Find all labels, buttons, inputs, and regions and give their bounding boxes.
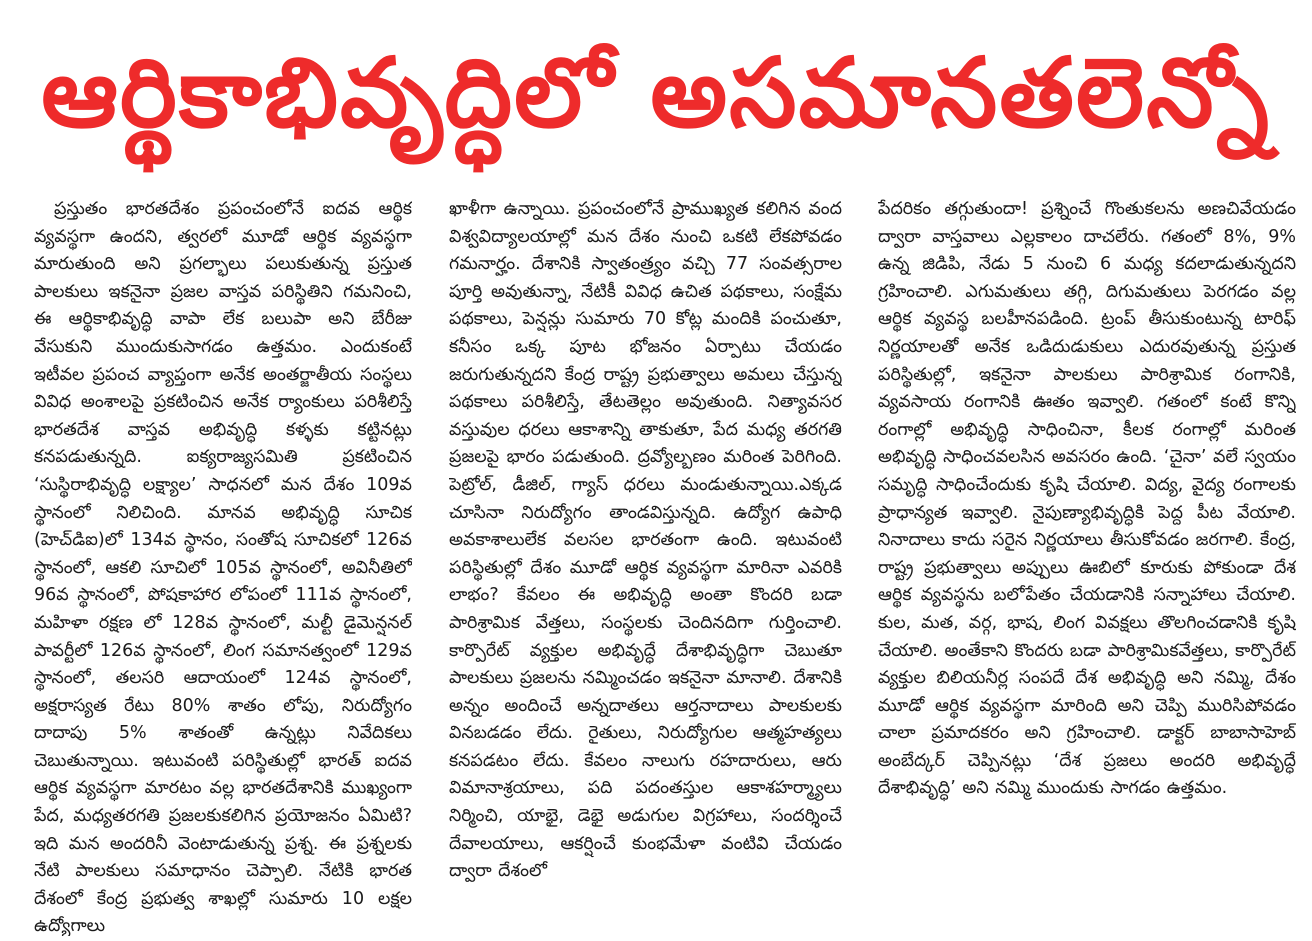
article-column-1 <box>34 196 412 936</box>
column-3-text: పేదరికం తగ్గుతుందా! ప్రశ్నించే గొంతుకలను అణచివేయడం ద్వారా వాస్తవాలు ఎల్లకాలం దాచలేరు. గతంలో 8%, 9% ఉన్న జిడిపి, నేడు 5 నుంచి 6 మధ్య కదలాడుతున్నదని గ్రహించాలి. ఎగుమతులు తగ్గి, దిగుమతులు పెరగడం వల్ల ఆర్థిక వ్యవస్థ బలహీనపడింది. ట్రంప్ తీసుకుంటున్న టారిఫ్ నిర్ణయాలతో అనేక ఒడిదుడుకులు ఎదురవుతున్న ప్రస్తుత పరిస్థితుల్లో, ఇకనైనా పాలకులు పారిశ్రామిక రంగానికి, వ్యవసాయ రంగానికి ఊతం ఇవ్వాలి. గతంలో కంటే కొన్ని రంగాల్లో అభివృద్ధి సాధించినా, కీలక రంగాల్లో మరింత అభివృద్ధి సాధించవలసిన అవసరం ఉంది. ‘చైనా’ వలే స్వయం సమృద్ధి సాధించేందుకు కృషి చేయాలి. విద్య, వైద్య రంగాలకు ప్రాధాన్యత ఇవ్వాలి. నైపుణ్యాభివృద్ధికి పెద్ద పీట వేయాలి. నినాదాలు కాదు సరైన నిర్ణయాలు తీసుకోవడం జరగాలి. కేంద్ర, రాష్ట్ర ప్రభుత్వాలు అప్పులు ఊబిలో కూరుకు పోకుండా దేశ ఆర్థిక వ్యవస్థను బలోపేతం చేయడానికి సన్నాహాలు చేయాలి. కుల, మత, వర్గ, భాష, లింగ వివక్షలు తొలగించడానికి కృషి చేయాలి. అంతేకాని కొందరు బడా పారిశ్రామికవేత్తలు, కార్పొరేట్ వ్యక్తుల బిలియనీర్ల సంపదే దేశ అభివృద్ధి అని నమ్మి, దేశం మూడో ఆర్థిక వ్యవస్థగా మారింది అని చెప్పి మురిసిపోవడం చాలా ప్రమాదకరం అని గ్రహించాలి. డాక్టర్ బాబాసాహెబ్ అంబేద్కర్ చెప్పినట్లు ‘దేశ ప్రజలు అందరి అభివృద్ధే దేశాభివృద్ధి’ అని నమ్మి ముందుకు సాగడం ఉత్తమం. <box>878 199 1296 799</box>
article-column-2 <box>449 196 842 936</box>
headline: ఆర్థికాభివృద్ధిలో అసమానతలెన్నో <box>41 36 1271 149</box>
column-2-text: ఖాళీగా ఉన్నాయి. ప్రపంచంలోనే ప్రాముఖ్యత కలిగిన వంద విశ్వవిద్యాలయాల్లో మన దేశం నుంచి ఒకటి లేకపోవడం గమనార్హం. దేశానికి స్వాతంత్ర్యం వచ్చి 77 సంవత్సరాల పూర్తి అవుతున్నా, నేటికీ వివిధ ఉచిత పథకాలు, సంక్షేమ పథకాలు, పెన్షన్లు సుమారు 70 కోట్ల మందికి పంచుతూ, కనీసం ఒక్క పూట భోజనం ఏర్పాటు చేయడం జరుగుతున్నదని కేంద్ర రాష్ట్ర ప్రభుత్వాలు అమలు చేస్తున్న పథకాలు పరిశీలిస్తే, తేటతెల్లం అవుతుంది. నిత్యావసర వస్తువుల ధరలు ఆకాశాన్ని తాకుతూ, పేద మధ్య తరగతి ప్రజలపై భారం పడుతుంది. ద్రవ్యోల్బణం మరింత పెరిగింది. పెట్రోల్, డీజిల్, గ్యాస్ ధరలు మండుతున్నాయి.ఎక్కడ చూసినా నిరుద్యోగం తాండవిస్తున్నది. ఉద్యోగ ఉపాధి అవకాశాలులేక వలసల భారతంగా ఉంది. ఇటువంటి పరిస్థితుల్లో దేశం మూడో ఆర్థిక వ్యవస్థగా మారినా ఎవరికి లాభం? కేవలం ఈ అభివృద్ధి అంతా కొందరి బడా పారిశ్రామిక వేత్తలు, సంస్థలకు చెందినదిగా గుర్తించాలి. కార్పొరేట్ వ్యక్తుల అభివృద్ధే దేశాభివృద్ధిగా చెబుతూ పాలకులు ప్రజలను నమ్మించడం ఇకనైనా మానాలి. దేశానికి అన్నం అందించే అన్నదాతలు ఆర్తనాదాలు పాలకులకు వినబడడం లేదు. రైతులు, నిరుద్యోగుల ఆత్మహత్యలు కనపడటం లేదు. కేవలం నాలుగు రహదారులు, ఆరు విమానాశ్రయాలు, పది పదంతస్తుల ఆకాశహర్మ్యాలు నిర్మించి, యాభై, డెభై అడుగుల విగ్రహాలు, సందర్శించే దేవాలయాలు, ఆకర్షించే కుంభమేళా వంటివి చేయడం ద్వారా దేశంలో <box>449 199 842 882</box>
article-body <box>34 196 1296 936</box>
article-column-3 <box>878 196 1296 936</box>
column-1-text: ప్రస్తుతం భారతదేశం ప్రపంచంలోనే ఐదవ ఆర్థిక వ్యవస్థగా ఉందని, త్వరలో మూడో ఆర్థిక వ్యవస్థగా మారుతుంది అని ప్రగల్భాలు పలుకుతున్న ప్రస్తుత పాలకులు ఇకనైనా ప్రజల వాస్తవ పరిస్థితిని గమనించి, ఈ ఆర్థికాభివృద్ధి వాపా లేక బలుపా అని బేరీజు వేసుకుని ముందుకుసాగడం ఉత్తమం. ఎందుకంటే ఇటీవల ప్రపంచ వ్యాప్తంగా అనేక అంతర్జాతీయ సంస్థలు వివిధ అంశాలపై ప్రకటించిన అనేక ర్యాంకులు పరిశీలిస్తే భారతదేశ వాస్తవ అభివృద్ధి కళ్ళకు కట్టినట్లు కనపడుతున్నది. ఐక్యరాజ్యసమితి ప్రకటించిన ‘సుస్థిరాభివృద్ధి లక్ష్యాల’ సాధనలో మన దేశం 109వ స్థానంలో నిలిచింది. మానవ అభివృద్ధి సూచిక (హెచ్‌డిఐ)లో 134వ స్థానం, సంతోష సూచికలో 126వ స్థానంలో, ఆకలి సూచిలో 105వ స్థానంలో, అవినీతిలో 96వ స్థానంలో, పోషకాహార లోపంలో 111వ స్థానంలో, మహిళా రక్షణ లో 128వ స్థానంలో, మల్టీ డైమెన్షనల్ పావర్టీలో 126వ స్థానంలో, లింగ సమానత్వంలో 129వ స్థానంలో, తలసరి ఆదాయంలో 124వ స్థానంలో, అక్షరాస్యత రేటు 80% శాతం లోపు, నిరుద్యోగం దాదాపు 5% శాతంతో ఉన్నట్లు నివేదికలు చెబుతున్నాయి. ఇటువంటి పరిస్థితుల్లో భారత్ ఐదవ ఆర్థిక వ్యవస్థగా మారటం వల్ల భారతదేశానికి ముఖ్యంగా పేద, మధ్యతరగతి ప్రజలకుకలిగిన ప్రయోజనం ఏమిటి? ఇది మన అందరినీ వెంటాడుతున్న ప్రశ్న. ఈ ప్రశ్నలకు నేటి పాలకులు సమాధానం చెప్పాలి. నేటికి భారత దేశంలో కేంద్ర ప్రభుత్వ శాఖల్లో సుమారు 10 లక్షల ఉద్యోగాలు <box>34 199 412 936</box>
